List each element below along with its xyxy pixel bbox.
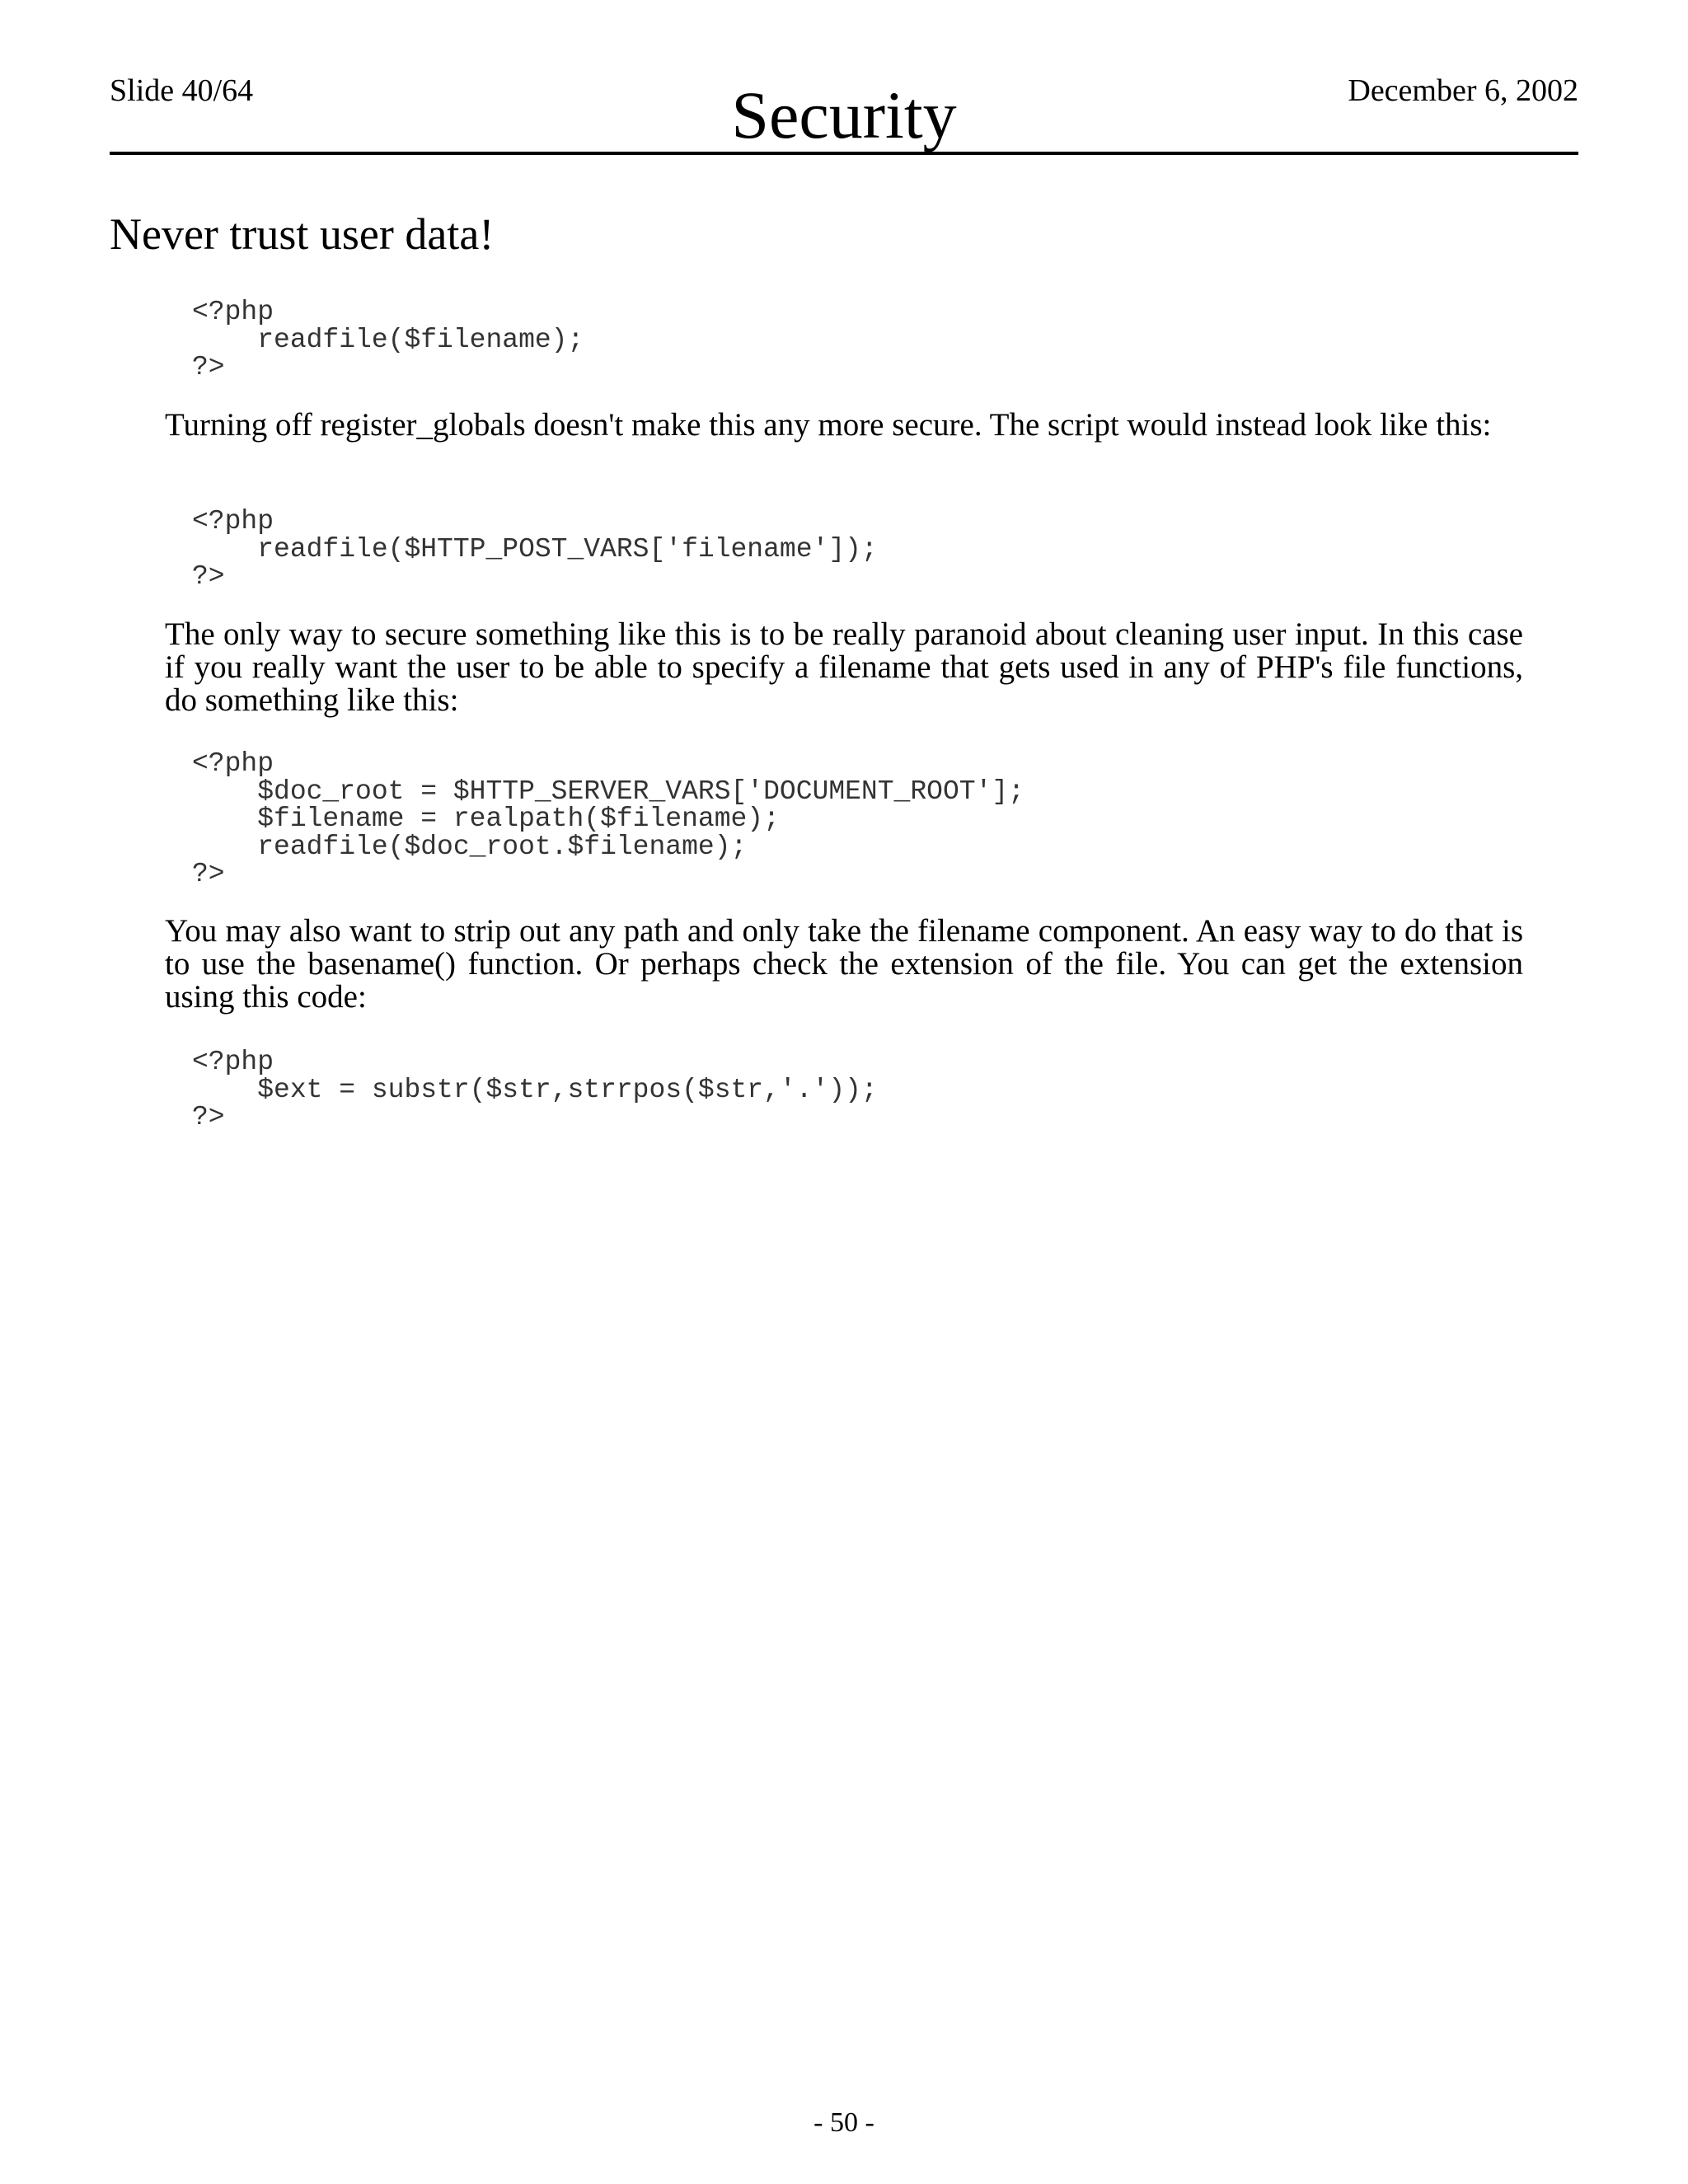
paragraph-basename: You may also want to strip out any path and only take the filename component. An easy way to do that is to use the basename() function. Or perhaps check the extension of the file. You can get the extension using this code: — [165, 913, 1523, 1015]
code-block-realpath: <?php $doc_root = $HTTP_SERVER_VARS['DOCUMENT_ROOT']; $filename = realpath($filename); readfile($doc_root.$filename); ?> — [192, 748, 1025, 889]
paragraph-register-globals: Turning off register_globals doesn't make this any more secure. The script would instead look like this: — [165, 407, 1492, 443]
code-block-post-vars: <?php readfile($HTTP_POST_VARS['filename']); ?> — [192, 506, 878, 592]
slide-header — [110, 73, 1578, 155]
slide-date: December 6, 2002 — [1348, 73, 1578, 108]
code-block-readfile: <?php readfile($filename); ?> — [192, 297, 584, 382]
slide-number: Slide 40/64 — [110, 73, 254, 108]
paragraph-paranoid-cleaning: The only way to secure something like this is to be really paranoid about cleaning user input. In this case if you really want the user to be able to specify a filename that gets used in any of PHP's file functions, do something like this: — [165, 616, 1523, 718]
code-block-extension: <?php $ext = substr($str,strrpos($str,'.')); ?> — [192, 1047, 878, 1132]
section-heading: Never trust user data! — [110, 209, 495, 259]
page-number: - 50 - — [814, 2107, 874, 2138]
slide-title: Security — [731, 77, 957, 152]
